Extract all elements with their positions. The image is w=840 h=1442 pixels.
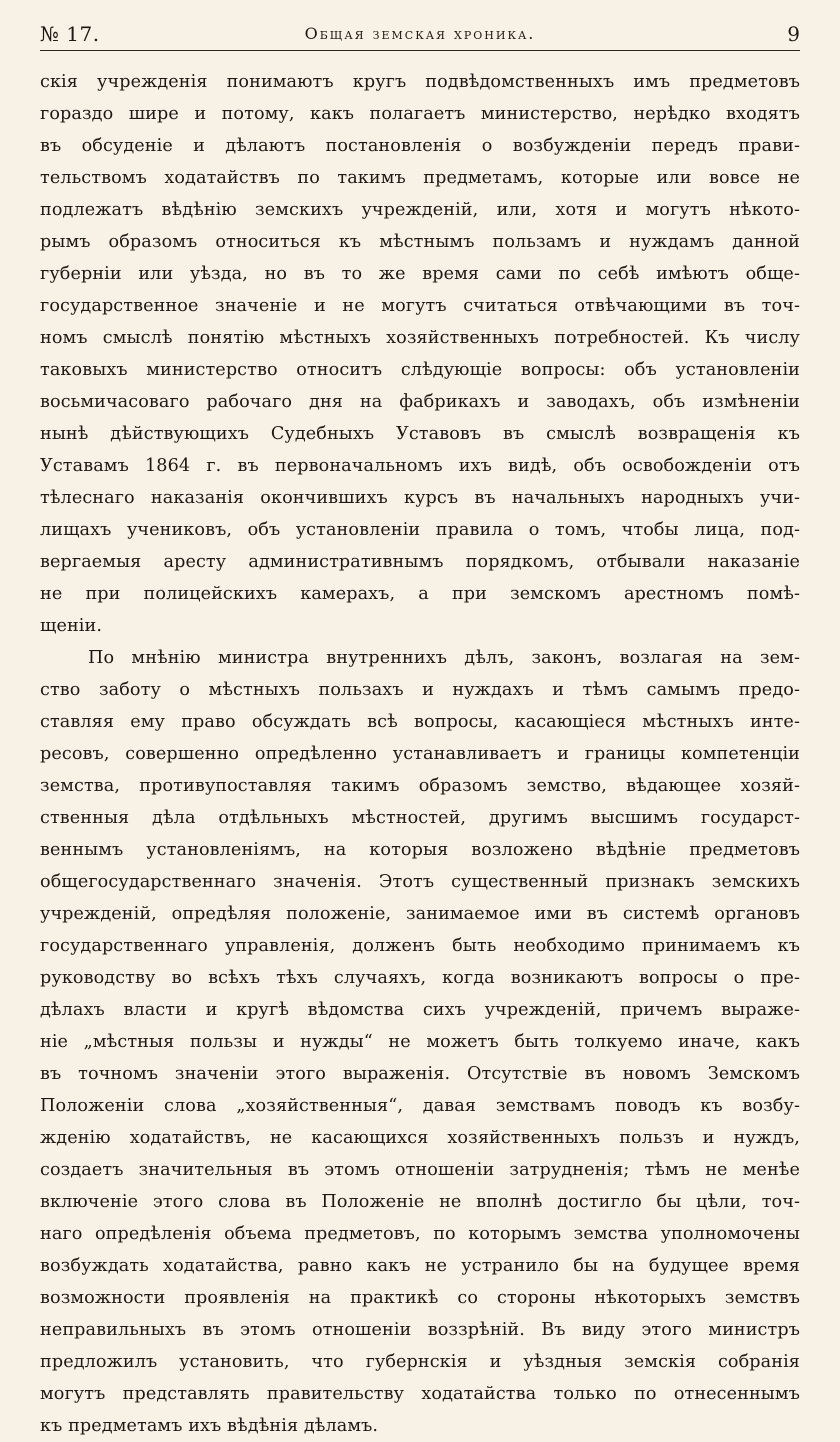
text-line: наго опредѣленія объема предметовъ, по которымъ земства уполномочены: [40, 1224, 800, 1244]
text-line: подлежатъ вѣдѣнію земскихъ учрежденій, или, хотя и могутъ нѣкото-: [40, 200, 800, 220]
text-line: щеніи.: [40, 616, 103, 636]
text-line: нынѣ дѣйствующихъ Судебныхъ Уставовъ въ смыслѣ возвращенія къ: [40, 424, 800, 444]
text-line: номъ смыслѣ понятію мѣстныхъ хозяйственныхъ потребностей. Къ числу: [40, 328, 800, 348]
text-line: ственныя дѣла отдѣльныхъ мѣстностей, другимъ высшимъ государст-: [40, 808, 800, 828]
text-line: восьмичасоваго рабочаго дня на фабрикахъ и заводахъ, объ измѣненіи: [40, 392, 800, 412]
text-line: тѣлеснаго наказанія окончившихъ курсъ въ начальныхъ народныхъ учи-: [40, 488, 800, 508]
text-line: могутъ представлять правительству ходатайства только по отнесеннымъ: [40, 1384, 800, 1404]
text-line: По мнѣнію министра внутреннихъ дѣлъ, законъ, возлагая на зем-: [88, 648, 800, 668]
text-line: въ обсуденіе и дѣлаютъ постановленія о возбужденіи передъ прави-: [40, 136, 800, 156]
text-line: возбуждать ходатайства, равно какъ не устранило бы на будущее время: [40, 1256, 800, 1276]
header-rule: [40, 50, 800, 51]
page-number: 9: [787, 22, 800, 46]
text-line: таковыхъ министерство относитъ слѣдующіе вопросы: объ установленіи: [40, 360, 800, 380]
issue-number: № 17.: [40, 22, 100, 46]
text-line: государственное значеніе и не могутъ считаться отвѣчающими въ точ-: [40, 296, 800, 316]
text-line: вергаемыя аресту административнымъ порядкомъ, отбывали наказаніе: [40, 552, 800, 572]
body-text: [40, 66, 800, 1442]
text-line: Уставамъ 1864 г. въ первоначальномъ ихъ видѣ, объ освобожденіи отъ: [40, 456, 800, 476]
text-line: земства, противупоставляя такимъ образомъ земство, вѣдающее хозяй-: [40, 776, 800, 796]
text-line: ніе „мѣстныя пользы и нужды“ не можетъ быть толкуемо иначе, какъ: [40, 1032, 800, 1052]
running-title: Общая земская хроника.: [304, 24, 536, 43]
text-line: возможности проявленія на практикѣ со стороны нѣкоторыхъ земствъ: [40, 1288, 800, 1308]
text-line: учрежденій, опредѣляя положеніе, занимаемое ими въ системѣ органовъ: [40, 904, 800, 924]
text-line: къ предметамъ ихъ вѣдѣнія дѣламъ.: [40, 1416, 379, 1436]
text-line: ство заботу о мѣстныхъ пользахъ и нуждахъ и тѣмъ самымъ предо-: [40, 680, 800, 700]
paragraph: [40, 66, 800, 642]
text-line: предложилъ установить, что губернскія и уѣздныя земскія собранія: [40, 1352, 800, 1372]
text-line: жденію ходатайствъ, не касающихся хозяйственныхъ пользъ и нуждъ,: [40, 1128, 800, 1148]
text-line: не при полицейскихъ камерахъ, а при земскомъ арестномъ помѣ-: [40, 584, 800, 604]
text-line: гораздо шире и потому, какъ полагаетъ министерство, нерѣдко входятъ: [40, 104, 800, 124]
text-line: въ точномъ значеніи этого выраженія. Отсутствіе въ новомъ Земскомъ: [40, 1064, 800, 1084]
text-line: неправильныхъ въ этомъ отношеніи воззрѣній. Въ виду этого министръ: [40, 1320, 800, 1340]
text-line: скія учрежденія понимаютъ кругъ подвѣдомственныхъ имъ предметовъ: [40, 72, 800, 92]
text-line: ставляя ему право обсуждать всѣ вопросы, касающіеся мѣстныхъ инте-: [40, 712, 800, 732]
text-line: создаетъ значительныя въ этомъ отношеніи затрудненія; тѣмъ не менѣе: [40, 1160, 800, 1180]
paragraph: [40, 642, 800, 1442]
text-line: губерніи или уѣзда, но въ то же время сами по себѣ имѣютъ обще-: [40, 264, 800, 284]
text-line: руководству во всѣхъ тѣхъ случаяхъ, когда возникаютъ вопросы о пре-: [40, 968, 800, 988]
text-line: общегосударственнаго значенія. Этотъ существенный признакъ земскихъ: [40, 872, 800, 892]
text-line: государственнаго управленія, долженъ быть необходимо принимаемъ къ: [40, 936, 800, 956]
text-line: тельствомъ ходатайствъ по такимъ предметамъ, которые или вовсе не: [40, 168, 800, 188]
text-line: дѣлахъ власти и кругѣ вѣдомства сихъ учрежденій, причемъ выраже-: [40, 1000, 800, 1020]
text-line: рымъ образомъ относиться къ мѣстнымъ пользамъ и нуждамъ данной: [40, 232, 800, 252]
text-line: лищахъ учениковъ, объ установленіи правила о томъ, чтобы лица, под-: [40, 520, 800, 540]
running-header: [40, 22, 800, 50]
text-line: ресовъ, совершенно опредѣленно устанавливаетъ и границы компетенціи: [40, 744, 800, 764]
text-line: веннымъ установленіямъ, на которыя возложено вѣдѣніе предметовъ: [40, 840, 800, 860]
text-line: включеніе этого слова въ Положеніе не вполнѣ достигло бы цѣли, точ-: [40, 1192, 800, 1212]
text-line: Положеніи слова „хозяйственныя“, давая земствамъ поводъ къ возбу-: [40, 1096, 800, 1116]
